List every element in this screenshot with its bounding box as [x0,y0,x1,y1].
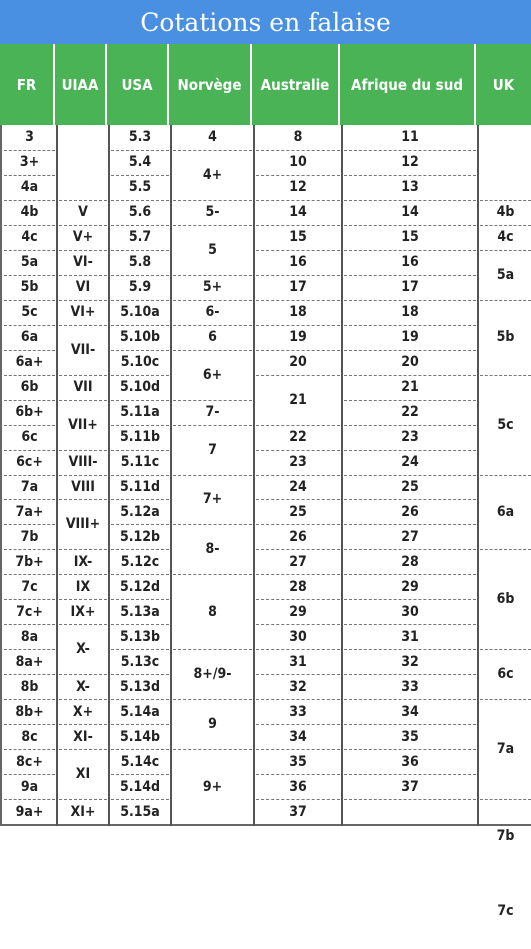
cell-norway: 5- [205,204,220,221]
cell-australia: 17 [289,279,307,296]
cell-australia: 32 [289,678,307,695]
cell-fr: 3 [25,129,34,146]
cell-norway: 8 [208,603,217,620]
cell-australia: 19 [289,329,307,346]
cell-uiaa: VI+ [70,304,96,321]
cell-fr: 6a+ [15,354,44,371]
cell-usa: 5.11d [119,478,161,495]
cell-south-africa: 37 [401,778,419,795]
cell-south-africa: 18 [401,304,419,321]
cell-uiaa: IX+ [70,603,96,620]
cell-fr: 6b [20,379,39,396]
header-south-africa: Afrique du sud [340,44,476,125]
header-uk: UK [492,75,515,94]
cell-uiaa: XI- [73,728,93,745]
cell-uiaa: VII+ [68,416,98,433]
cell-usa: 5.12d [119,578,161,595]
cell-south-africa: 34 [401,703,419,720]
cell-australia: 31 [289,653,307,670]
header-usa: USA [107,44,169,125]
cell-australia: 16 [289,254,307,271]
cell-usa: 5.14b [119,728,161,745]
cell-fr: 8b [20,678,39,695]
cell-usa: 5.5 [128,179,152,196]
cell-norway: 7+ [202,491,223,508]
cell-south-africa: 22 [401,404,419,421]
cell-south-africa: 24 [401,454,419,470]
cell-australia: 20 [289,354,307,371]
cell-norway: 9 [208,716,217,733]
cell-south-africa: 33 [401,678,419,695]
cell-south-africa: 29 [401,578,419,595]
cell-uiaa: IX- [73,553,93,570]
cell-uk: 6a [496,503,515,520]
cell-usa: 5.12a [120,503,160,520]
cell-south-africa: 25 [401,478,419,495]
cell-norway: 7- [205,404,220,421]
cell-uk: 7c [497,903,514,920]
cell-norway: 4 [208,129,217,146]
cell-usa: 5.10c [120,354,160,371]
cell-fr: 8a+ [15,653,44,670]
header-row [0,44,531,125]
cell-australia: 35 [289,753,307,770]
cell-uiaa: VIII+ [65,516,101,533]
cell-fr: 7a [20,478,39,495]
cell-south-africa: 27 [401,528,419,545]
cell-usa: 5.11a [120,404,160,421]
header-norway: Norvège [169,44,252,125]
cell-fr: 9a+ [15,803,44,820]
cell-uk: 7b [496,828,515,845]
cell-australia: 29 [289,603,307,620]
cell-fr: 6c+ [16,454,43,470]
cell-fr: 4a [20,179,39,196]
cell-australia: 21 [289,391,307,408]
cell-south-africa: 20 [401,354,419,371]
cell-australia: 24 [289,478,307,495]
cell-usa: 5.9 [128,279,152,296]
cell-usa: 5.14a [120,703,160,720]
cell-usa: 5.13b [119,628,161,645]
cell-uiaa: V+ [72,229,94,246]
cell-south-africa: 35 [401,728,419,745]
cell-uiaa: VIII- [68,454,98,470]
cell-australia: 23 [289,454,307,470]
table-body [0,125,531,920]
column-divider [108,125,110,826]
cell-australia: 28 [289,578,307,595]
cell-uk: 5b [496,329,515,346]
cell-uiaa: IX [75,578,91,595]
cell-south-africa: 36 [401,753,419,770]
cell-usa: 5.10d [119,379,161,396]
cell-australia: 33 [289,703,307,720]
cell-fr: 7b [20,528,39,545]
cell-norway [171,824,254,849]
cell-australia: 10 [289,154,307,171]
cell-fr: 6c [21,429,38,446]
cell-south-africa: 14 [401,204,419,221]
cell-usa: 5.3 [128,129,152,146]
cell-uiaa: XI [75,766,91,783]
table-title: Cotations en falaise [0,0,531,44]
cell-fr: 3+ [19,154,40,171]
column-divider [56,125,58,826]
cell-uiaa: XI+ [70,803,96,820]
cell-australia: 37 [289,803,307,820]
cell-south-africa: 19 [401,329,419,346]
cell-south-africa: 17 [401,279,419,296]
cell-uiaa: VI [75,279,91,296]
cell-australia: 26 [289,528,307,545]
cell-south-africa: 28 [401,553,419,570]
cell-usa: 5.13c [120,653,160,670]
cell-australia: 22 [289,429,307,446]
cell-usa: 5.14d [119,778,161,795]
cell-usa: 5.11b [119,429,161,446]
column-divider [170,125,172,826]
cell-uiaa: X+ [72,703,94,720]
cell-norway: 6- [205,304,220,321]
cell-fr: 7b+ [15,553,44,570]
cell-uiaa: X- [76,641,90,658]
cell-uk: 7a [496,741,515,758]
cell-fr: 9a [20,778,39,795]
cell-uiaa [57,125,109,200]
cell-fr: 8c+ [16,753,43,770]
cell-south-africa [342,799,478,824]
cell-norway: 8+/9- [193,666,232,683]
cell-south-africa: 32 [401,653,419,670]
column-divider [477,125,479,826]
cell-fr: 5c [21,304,38,321]
cell-usa: 5.6 [128,204,152,221]
cell-fr: 7c [21,578,38,595]
cell-usa: 5.13d [119,678,161,695]
cell-fr: 6b+ [15,404,44,421]
cell-australia: 36 [289,778,307,795]
cell-australia: 30 [289,628,307,645]
cell-south-africa: 21 [401,379,419,396]
cell-uk: 4c [497,229,514,246]
cell-australia: 8 [293,129,303,146]
cell-uk: 4b [496,204,515,221]
cell-fr: 4c [21,229,38,246]
cell-uk: 5a [496,266,515,283]
cell-usa: 5.13a [120,603,160,620]
cell-south-africa: 16 [401,254,419,271]
cell-australia: 14 [289,204,307,221]
cell-uiaa: VIII [71,478,95,495]
cell-south-africa: 31 [401,628,419,645]
column-divider [341,125,343,826]
cell-norway: 7 [208,441,217,458]
header-australia: Australie [252,44,340,125]
cell-south-africa: 13 [401,179,419,196]
cell-fr: 8b+ [15,703,44,720]
cell-south-africa: 30 [401,603,419,620]
cell-australia: 18 [289,304,307,321]
cell-usa: 5.11c [120,454,160,470]
cell-uiaa: V [78,204,88,221]
cell-south-africa: 15 [401,229,419,246]
cell-south-africa: 11 [401,129,419,146]
cell-fr: 7a+ [15,503,44,520]
cell-fr: 5a [20,254,39,271]
cell-norway: 8- [205,541,220,558]
cell-norway: 6 [208,329,217,346]
cell-usa: 5.7 [128,229,152,246]
cell-south-africa: 23 [401,429,419,446]
cell-uiaa: X- [76,678,90,695]
cell-fr: 6a [20,329,39,346]
cell-australia: 27 [289,553,307,570]
cell-norway: 5+ [202,279,223,296]
cell-fr: 7c+ [16,603,43,620]
cell-australia: 12 [289,179,307,196]
cell-fr: 8a [20,628,39,645]
cell-usa: 5.8 [128,254,152,271]
cell-usa: 5.14c [120,753,160,770]
cell-usa: 5.10b [119,329,161,346]
cell-uiaa: VI- [73,254,93,271]
cell-fr: 8c [21,728,38,745]
header-fr: FR [0,44,55,125]
cell-usa: 5.4 [128,154,152,171]
cell-usa: 5.12c [120,553,160,570]
cell-norway: 5 [208,241,217,258]
cell-uk: 6c [497,666,514,683]
cell-norway: 4+ [202,166,223,183]
cell-south-africa: 12 [401,154,419,171]
cell-uiaa: VII [73,379,93,396]
cell-usa: 5.12b [119,528,161,545]
cell-usa: 5.15a [120,803,160,820]
cell-australia: 34 [289,728,307,745]
cell-south-africa: 26 [401,503,419,520]
cell-australia: 15 [289,229,307,246]
cell-uk [478,125,531,200]
cell-australia: 25 [289,503,307,520]
column-divider [253,125,255,826]
cell-uk: 5c [497,416,514,433]
cell-uiaa: VII- [70,341,96,358]
cell-usa: 5.10a [120,304,160,321]
cell-fr: 5b [20,279,39,296]
cell-norway: 6+ [202,366,223,383]
cell-norway: 9+ [202,778,223,795]
cell-fr: 4b [20,204,39,221]
header-uiaa: UIAA [55,44,107,125]
cell-uk: 6b [496,591,515,608]
